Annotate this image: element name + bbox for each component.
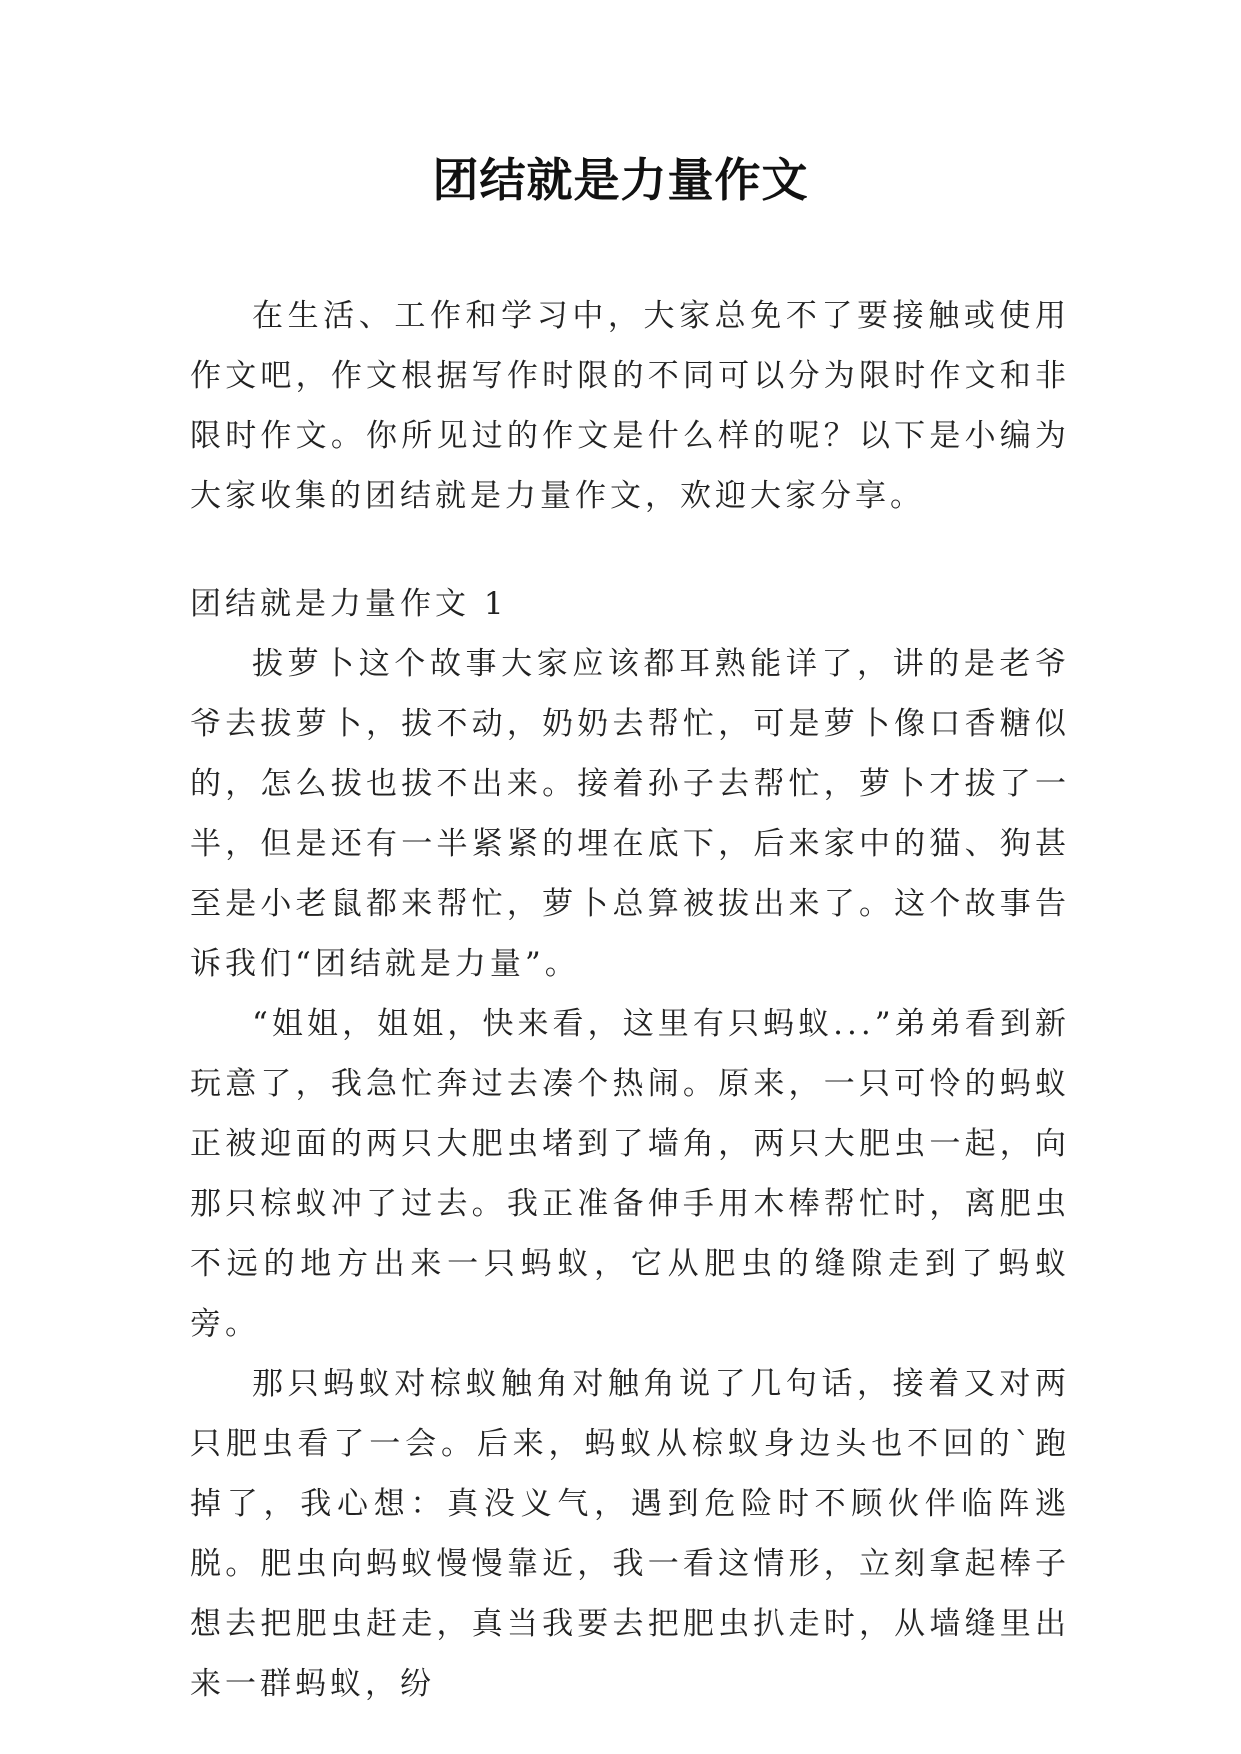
section-heading: 团结就是力量作文 1 xyxy=(190,586,508,622)
body-paragraph: “姐姐，姐姐，快来看，这里有只蚂蚁...”弟弟看到新玩意了，我急忙奔过去凑个热闹。原来，一只可怜的蚂蚁正被迎面的两只大肥虫堵到了墙角，两只大肥虫一起，向那只棕蚁冲了过去。我正准备伸手用木棒帮忙时，离肥虫不远的地方出来一只蚂蚁，它从肥虫的缝隙走到了蚂蚁旁。 xyxy=(190,1006,1070,1342)
essay-section xyxy=(190,574,1070,1714)
document-title: 团结就是力量作文 xyxy=(432,153,809,207)
body-paragraph: 那只蚂蚁对棕蚁触角对触角说了几句话，接着又对两只肥虫看了一会。后来，蚂蚁从棕蚁身边头也不回的`跑掉了，我心想：真没义气，遇到危险时不顾伙伴临阵逃脱。肥虫向蚂蚁慢慢靠近，我一看这情形，立刻拿起棒子想去把肥虫赶走，真当我要去把肥虫扒走时，从墙缝里出来一群蚂蚁，纷 xyxy=(190,1366,1070,1702)
body-paragraph: 拔萝卜这个故事大家应该都耳熟能详了，讲的是老爷爷去拔萝卜，拔不动，奶奶去帮忙，可是萝卜像口香糖似的，怎么拔也拔不出来。接着孙子去帮忙，萝卜才拔了一半，但是还有一半紧紧的埋在底下，后来家中的猫、狗甚至是小老鼠都来帮忙，萝卜总算被拔出来了。这个故事告诉我们“团结就是力量”。 xyxy=(190,646,1070,982)
intro-block xyxy=(190,286,1070,526)
intro-paragraph: 在生活、工作和学习中，大家总免不了要接触或使用作文吧，作文根据写作时限的不同可以分为限时作文和非限时作文。你所见过的作文是什么样的呢？以下是小编为大家收集的团结就是力量作文，欢迎大家分享。 xyxy=(190,298,1070,514)
